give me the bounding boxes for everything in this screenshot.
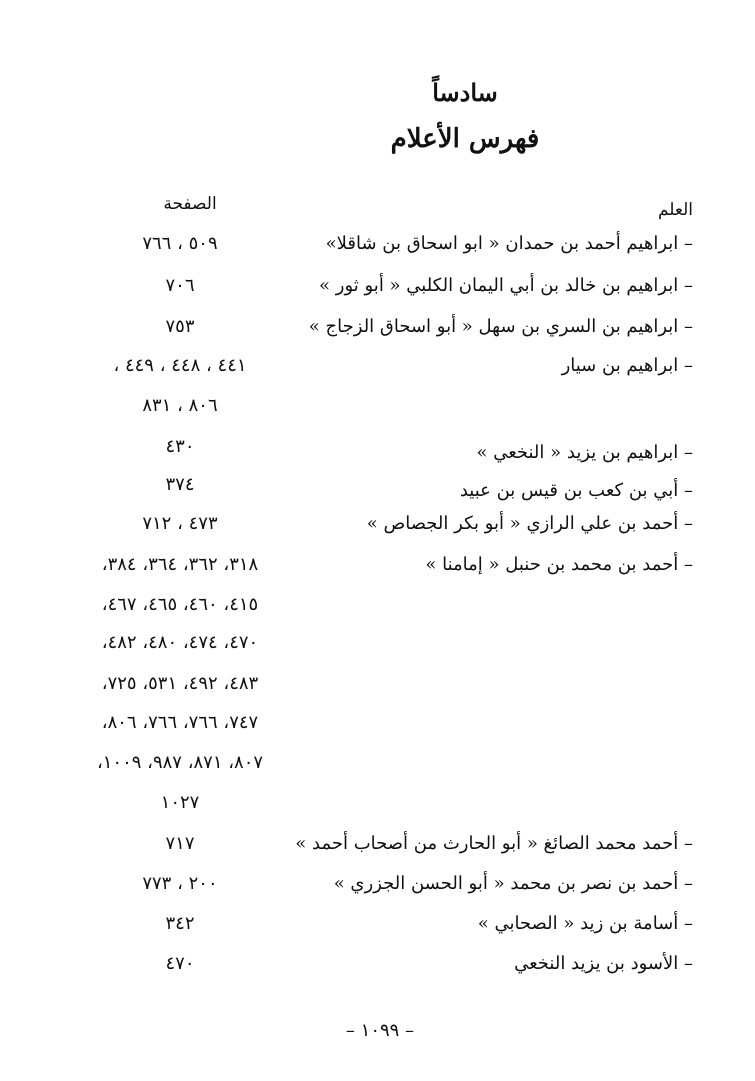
entry-pages: ٤٧٣ ، ٧١٢: [142, 513, 218, 534]
entry-name: – ابراهيم بن يزيد « النخعي »: [476, 442, 693, 463]
index-entry: [0, 316, 755, 356]
entry-pages: ٧٠٦: [165, 275, 195, 296]
index-entry-continuation: [0, 395, 755, 435]
entry-name: – ابراهيم بن خالد بن أبي اليمان الكلبي « أبو ثور »: [319, 275, 693, 296]
entry-name: – أحمد محمد الصائغ « أبو الحارث من أصحاب أحمد »: [295, 833, 693, 854]
page-number: – ١٠٩٩ –: [345, 1020, 415, 1041]
entry-pages: ٥٠٩ ، ٧٦٦: [142, 233, 218, 254]
entry-pages: ٤٧٠: [165, 953, 195, 974]
entry-pages: ٤٨٣، ٤٩٢، ٥٣١، ٧٢٥،: [101, 673, 259, 694]
index-entry: [0, 233, 755, 273]
index-entry: [0, 474, 755, 514]
section-heading: سادساً: [432, 78, 498, 107]
index-entry: [0, 554, 755, 594]
index-entry-continuation: [0, 752, 755, 792]
entry-pages: ١٠٢٧: [160, 792, 200, 813]
index-entry-continuation: [0, 792, 755, 832]
index-entry-continuation: [0, 712, 755, 752]
index-entry: [0, 436, 755, 476]
name-column-header: العلم: [657, 200, 693, 220]
entry-pages: ٤٣٠: [165, 436, 195, 457]
index-entry: [0, 913, 755, 953]
index-entry-continuation: [0, 632, 755, 672]
entry-pages: ٧٤٧، ٧٦٦، ٧٦٦، ٨٠٦،: [101, 712, 259, 733]
page-title: فهرس الأعلام: [390, 124, 540, 154]
entry-name: – أبي بن كعب بن قيس بن عبيد: [459, 480, 693, 501]
index-entry: [0, 833, 755, 873]
entry-pages: ٤١٥، ٤٦٠، ٤٦٥، ٤٦٧،: [101, 594, 259, 615]
entry-name: – أحمد بن نصر بن محمد « أبو الحسن الجزري »: [333, 873, 693, 894]
entry-name: – الأسود بن يزيد النخعي: [514, 953, 693, 974]
index-entry: [0, 953, 755, 993]
entry-pages: ٣١٨، ٣٦٢، ٣٦٤، ٣٨٤،: [101, 554, 259, 575]
entry-name: – أحمد بن علي الرازي « أبو بكر الجصاص »: [366, 513, 693, 534]
index-entry: [0, 275, 755, 315]
entry-pages: ٢٠٠ ، ٧٧٣: [142, 873, 218, 894]
entry-pages: ٨٠٦ ، ٨٣١: [142, 395, 218, 416]
index-entry: [0, 873, 755, 913]
entry-pages: ٣٧٤: [165, 474, 195, 495]
index-entry: [0, 355, 755, 395]
entry-pages: ٤٤١ ، ٤٤٨ ، ٤٤٩ ،: [113, 355, 247, 376]
index-entry-continuation: [0, 673, 755, 713]
entry-name: – أسامة بن زيد « الصحابي »: [477, 913, 693, 934]
index-entry: [0, 513, 755, 553]
entry-pages: ٣٤٢: [165, 913, 195, 934]
entry-name: – ابراهيم بن سيار: [561, 355, 693, 376]
entry-name: – ابراهيم أحمد بن حمدان « ابو اسحاق بن شاقلا»: [325, 233, 693, 254]
entry-pages: ٤٧٠، ٤٧٤، ٤٨٠، ٤٨٢،: [101, 632, 259, 653]
page-column-header: الصفحة: [163, 194, 217, 214]
entry-pages: ٧٥٣: [165, 316, 195, 337]
index-entry-continuation: [0, 594, 755, 634]
entry-pages: ٨٠٧، ٨٧١، ٩٨٧، ١٠٠٩،: [96, 752, 264, 773]
entry-name: – ابراهيم بن السري بن سهل « أبو اسحاق الزجاج »: [308, 316, 693, 337]
entry-pages: ٧١٧: [165, 833, 195, 854]
entry-name: – أحمد بن محمد بن حنبل « إمامنا »: [425, 554, 693, 575]
